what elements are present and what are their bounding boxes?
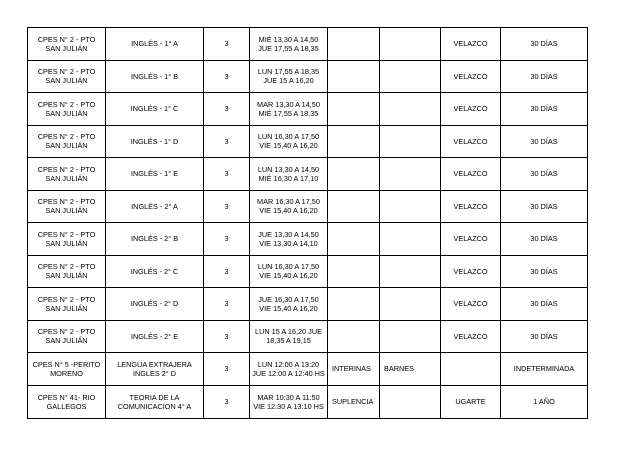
teacher-cell: UGARTE [441,385,501,418]
school-cell: CPES N° 2 - PTO SAN JULIÁN [28,255,106,288]
subject-cell: INGLÉS - 2° E [106,320,204,353]
status-cell [328,190,380,223]
table-row [28,125,588,158]
status-cell [328,158,380,191]
school-cell: CPES N° 5 -PERITO MORENO [28,353,106,386]
duration-cell: 30 DÍAS [501,60,588,93]
status-cell [328,60,380,93]
teacher-cell: VELAZCO [441,320,501,353]
school-cell: CPES N° 2 - PTO SAN JULIÁN [28,28,106,61]
duration-cell: 30 DÍAS [501,255,588,288]
teacher-cell: VELAZCO [441,28,501,61]
schedule-cell: LUN 16,30 A 17,50 VIE 15,40 A 16,20 [250,255,328,288]
holder-cell [380,93,441,126]
duration-cell: 1 AÑO [501,385,588,418]
hours-cell: 3 [204,255,250,288]
table-row [28,223,588,256]
holder-cell [380,158,441,191]
status-cell [328,223,380,256]
duration-cell: 30 DÍAS [501,190,588,223]
table-row [28,255,588,288]
schedule-cell: LUN 12:00 A 13:20 JUE 12:00 A 12:40 HS [250,353,328,386]
status-cell [328,255,380,288]
holder-cell [380,28,441,61]
table-row [28,158,588,191]
subject-cell: INGLÉS - 1° E [106,158,204,191]
holder-cell [380,190,441,223]
teacher-cell [441,353,501,386]
status-cell: INTERINAS [328,353,380,386]
status-cell [328,320,380,353]
hours-cell: 3 [204,190,250,223]
subject-cell: INGLÉS - 1° D [106,125,204,158]
table-row [28,28,588,61]
teacher-cell: VELAZCO [441,93,501,126]
holder-cell [380,385,441,418]
duration-cell: 30 DÍAS [501,320,588,353]
subject-cell: INGLÉS - 2° A [106,190,204,223]
hours-cell: 3 [204,353,250,386]
schedule-cell: MAR 13,30 A 14,50 MIÉ 17,55 A 18,35 [250,93,328,126]
holder-cell [380,125,441,158]
school-cell: CPES N° 2 - PTO SAN JULIÁN [28,60,106,93]
subject-cell: INGLÉS - 1° B [106,60,204,93]
teacher-cell: VELAZCO [441,255,501,288]
schedule-cell: MIÉ 13,30 A 14,50 JUE 17,55 A 18,35 [250,28,328,61]
holder-cell [380,255,441,288]
duration-cell: INDETERMINADA [501,353,588,386]
subject-cell: INGLÉS - 1° C [106,93,204,126]
schedule-cell: LUN 15 A 16,20 JUE 18,35 A 19,15 [250,320,328,353]
schedule-cell: JUE 13,30 A 14,50 VIE 13,30 A 14,10 [250,223,328,256]
school-cell: CPES N° 2 - PTO SAN JULIÁN [28,93,106,126]
status-cell [328,125,380,158]
hours-cell: 3 [204,385,250,418]
duration-cell: 30 DÍAS [501,125,588,158]
schedule-cell: MAR 16,30 A 17,50 VIE 15,40 A 16,20 [250,190,328,223]
table-row [28,190,588,223]
hours-cell: 3 [204,288,250,321]
schedule-cell: LUN 16,30 A 17,50 VIE 15,40 A 16,20 [250,125,328,158]
subject-cell: INGLÉS - 2° D [106,288,204,321]
duration-cell: 30 DÍAS [501,288,588,321]
status-cell: SUPLENCIA [328,385,380,418]
duration-cell: 30 DÍAS [501,158,588,191]
status-cell [328,93,380,126]
schedule-cell: LUN 13,30 A 14,50 MIÉ 16,30 A 17,10 [250,158,328,191]
holder-cell [380,288,441,321]
positions-table [27,27,588,419]
teacher-cell: VELAZCO [441,60,501,93]
duration-cell: 30 DÍAS [501,93,588,126]
hours-cell: 3 [204,93,250,126]
table-row [28,288,588,321]
teacher-cell: VELAZCO [441,190,501,223]
school-cell: CPES N° 2 - PTO SAN JULIÁN [28,288,106,321]
school-cell: CPES N° 2 - PTO SAN JULIÁN [28,125,106,158]
teacher-cell: VELAZCO [441,158,501,191]
holder-cell [380,223,441,256]
subject-cell: INGLÉS - 1° A [106,28,204,61]
document-sheet [27,27,588,419]
teacher-cell: VELAZCO [441,223,501,256]
subject-cell: TEORIA DE LA COMUNICACION 4° A [106,385,204,418]
status-cell [328,288,380,321]
table-row [28,93,588,126]
subject-cell: LENGUA EXTRAJERA INGLES 2° D [106,353,204,386]
schedule-cell: MAR 10:30 A 11:50 VIE 12:30 A 13:10 HS [250,385,328,418]
holder-cell [380,320,441,353]
schedule-cell: JUE 16,30 A 17,50 VIE 15,40 A 16,20 [250,288,328,321]
subject-cell: INGLÉS - 2° C [106,255,204,288]
teacher-cell: VELAZCO [441,288,501,321]
hours-cell: 3 [204,28,250,61]
subject-cell: INGLÉS - 2° B [106,223,204,256]
duration-cell: 30 DÍAS [501,223,588,256]
duration-cell: 30 DÍAS [501,28,588,61]
table-row [28,385,588,418]
hours-cell: 3 [204,60,250,93]
school-cell: CPES N° 2 - PTO SAN JULIÁN [28,223,106,256]
table-row [28,60,588,93]
hours-cell: 3 [204,158,250,191]
hours-cell: 3 [204,320,250,353]
schedule-cell: LUN 17,55 A 18,35 JUE 15 A 16,20 [250,60,328,93]
school-cell: CPES N° 2 - PTO SAN JULIÁN [28,320,106,353]
status-cell [328,28,380,61]
hours-cell: 3 [204,223,250,256]
school-cell: CPES N° 41- RIO GALLEGOS [28,385,106,418]
school-cell: CPES N° 2 - PTO SAN JULIÁN [28,190,106,223]
table-row [28,320,588,353]
holder-cell: BARNES [380,353,441,386]
school-cell: CPES N° 2 - PTO SAN JULIÁN [28,158,106,191]
holder-cell [380,60,441,93]
hours-cell: 3 [204,125,250,158]
teacher-cell: VELAZCO [441,125,501,158]
table-row [28,353,588,386]
